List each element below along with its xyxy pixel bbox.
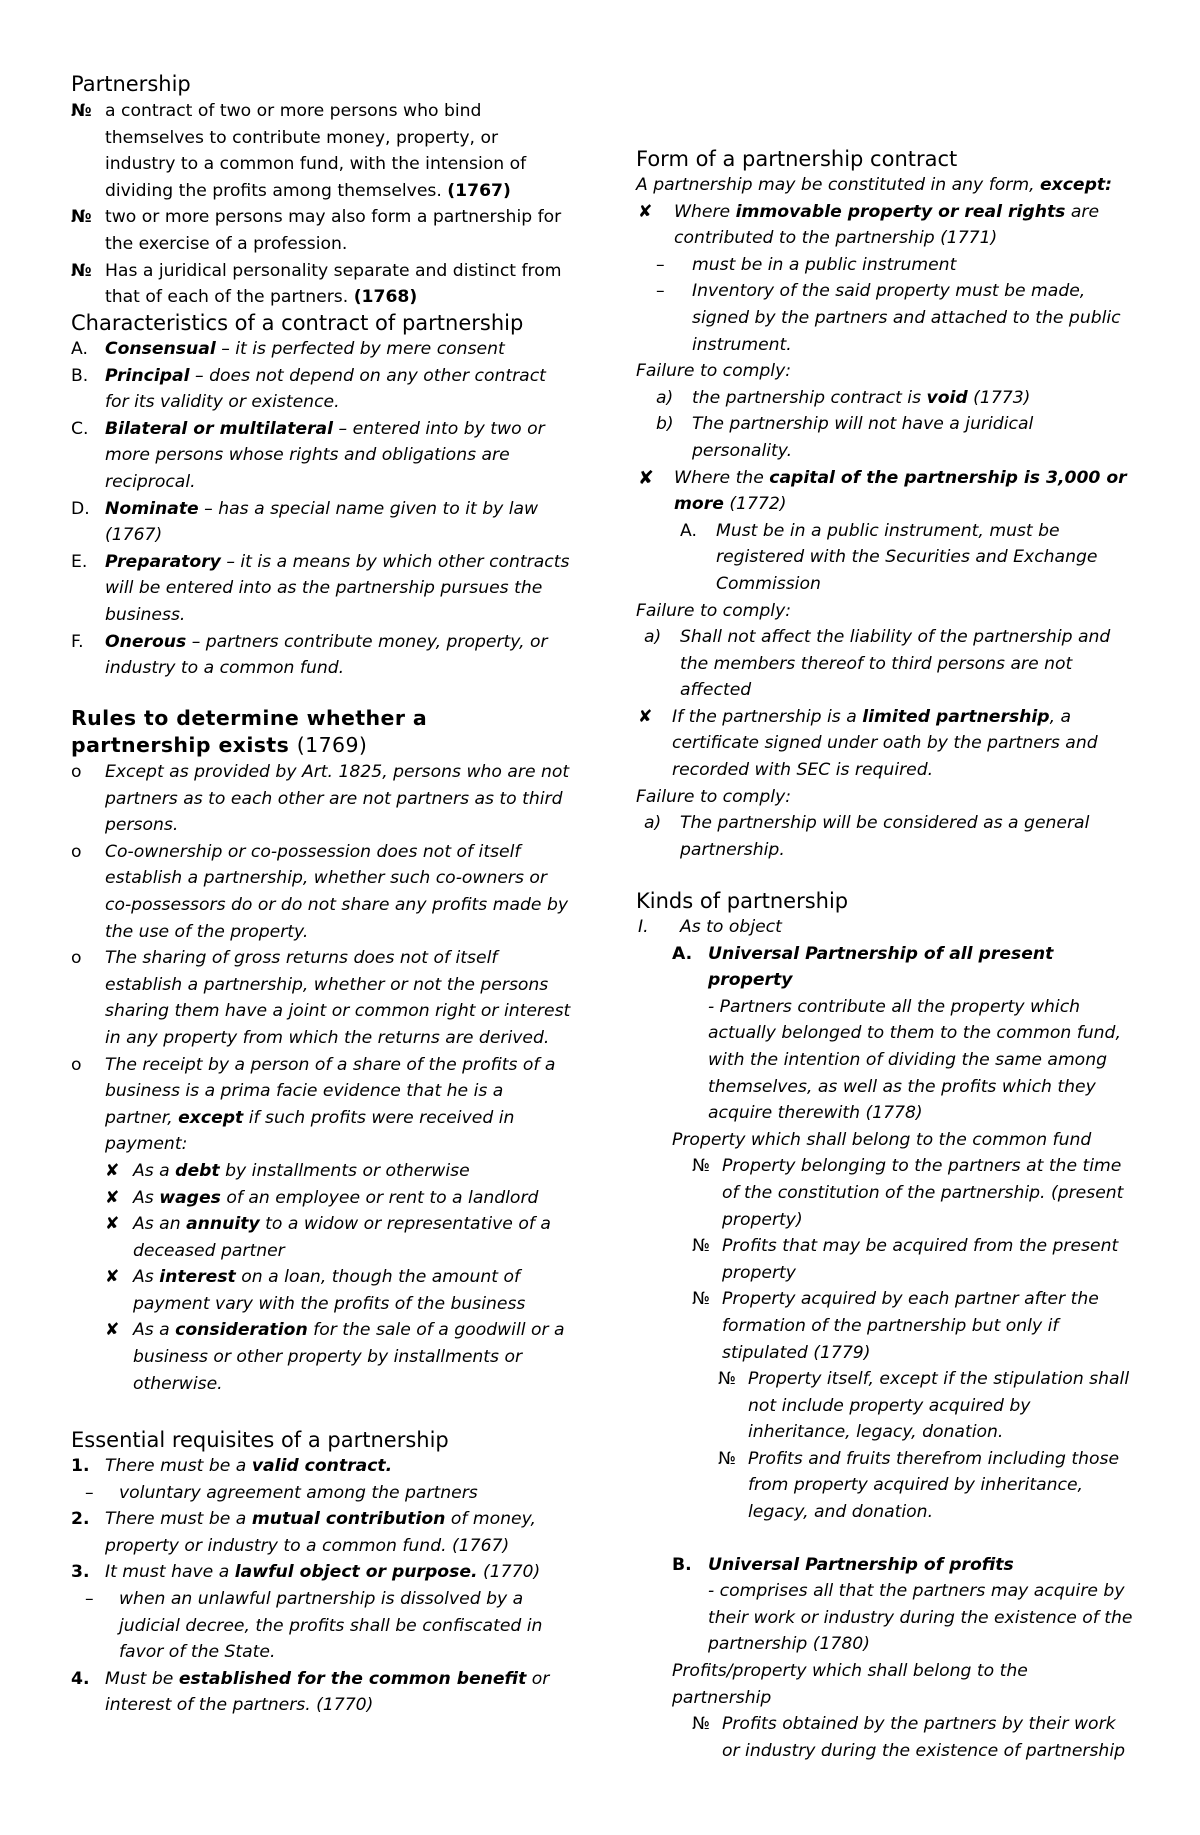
kind-desc: - comprises all that the partners may acquire by their work or industry during the existence of the partnership (1780) <box>708 1581 1133 1655</box>
check-box-icon: № <box>71 207 92 228</box>
list-letter: a) <box>656 387 674 408</box>
immovable-item <box>636 199 1136 252</box>
check-box-icon: № <box>71 260 92 281</box>
sub-text: As a <box>133 1320 176 1341</box>
failure-item <box>636 624 1136 704</box>
list-letter: D. <box>71 498 90 519</box>
fund-list <box>636 1153 1136 1525</box>
list-letter: B. <box>672 1554 692 1575</box>
list-item <box>656 411 1136 464</box>
sub-text: Inventory of the said property must be made, signed by the partners and attached to the public instrument. <box>692 281 1121 355</box>
kind-title: Universal Partnership of all present property <box>708 943 1054 991</box>
fund-label: Property which shall belong to the common fund <box>672 1129 1092 1150</box>
sub-term: interest <box>159 1267 236 1288</box>
rule-text: The sharing of gross returns does not of itself establish a partnership, whether or not the persons sharing them have a joint or common right or interest in any property from which the returns are derived. <box>105 948 571 1048</box>
desc: – entered into by two or more persons whose rights and obligations are reciprocal. <box>105 418 545 492</box>
term: Onerous <box>105 631 187 652</box>
cross-mark-icon: ✘ <box>105 1160 120 1181</box>
failure-label: Failure to comply: <box>636 786 792 807</box>
requisites-list <box>71 1453 571 1719</box>
check-box-icon: № <box>71 101 92 121</box>
list-item <box>692 1286 1136 1525</box>
list-item <box>71 496 571 549</box>
rule-text-tail: if such profits were received in payment: <box>105 1107 515 1155</box>
term: Consensual <box>105 339 216 359</box>
sub-term: debt <box>175 1160 220 1181</box>
receipt-sublist <box>105 1158 571 1397</box>
list-number: 4. <box>71 1668 90 1689</box>
requisite-subitem <box>85 1586 571 1666</box>
circle-bullet-icon: o <box>71 1054 82 1075</box>
list-item <box>71 1666 571 1719</box>
cross-mark-icon: ✘ <box>638 201 653 222</box>
cross-mark-icon: ✘ <box>105 1267 120 1288</box>
cross-mark-icon: ✘ <box>105 1320 120 1341</box>
list-letter: A. <box>680 520 697 541</box>
limited-item <box>636 704 1136 784</box>
req-text: (1770) <box>477 1562 541 1583</box>
list-number: 1. <box>71 1456 90 1476</box>
item-text: Property acquired by each partner after the formation of the partnership but only if stipulated (1779) <box>722 1289 1099 1363</box>
list-item <box>718 1446 1136 1526</box>
rule-text: Except as provided by Art. 1825, persons who are not partners as to each other are not partners as to third persons. <box>105 762 570 836</box>
list-letter: B. <box>71 365 89 386</box>
sub-text: of an employee or rent to a landlord <box>220 1187 539 1208</box>
item-text: Where <box>674 201 736 222</box>
list-letter: C. <box>71 418 89 439</box>
circle-bullet-icon: o <box>71 841 82 862</box>
list-item <box>656 385 1136 412</box>
cross-mark-icon: ✘ <box>638 706 653 727</box>
list-item <box>105 1185 571 1212</box>
req-text: Must be <box>105 1668 179 1689</box>
list-item <box>71 336 571 363</box>
list-item <box>692 1233 1136 1286</box>
item-text: Property itself, except if the stipulation shall not include property acquired by inheritance, legacy, donation. <box>748 1369 1130 1443</box>
list-item <box>71 839 571 945</box>
intro-list <box>71 98 571 311</box>
checkbox-icon: № <box>692 1236 710 1257</box>
item-text: (1773) <box>967 387 1031 408</box>
list-item <box>105 1264 571 1317</box>
failure-item <box>636 810 1136 863</box>
req-term: mutual contribution <box>251 1509 446 1530</box>
sub-text: must be in a public instrument <box>692 254 957 275</box>
list-item <box>71 1052 571 1398</box>
req-term: valid contract. <box>251 1456 393 1476</box>
sub-text: on a loan, though the amount of payment vary with the profits of the business <box>133 1267 526 1314</box>
item-text: (1772) <box>723 494 787 515</box>
list-item <box>71 1453 571 1506</box>
item-text: Profits and fruits therefrom including those from property acquired by inheritance, legacy, and donation. <box>748 1448 1120 1523</box>
desc: – does not depend on any other contract for its validity or existence. <box>105 365 546 413</box>
term: Nominate <box>105 498 199 519</box>
item-text: Must be in a public instrument, must be registered with the Securities and Exchange Commission <box>716 520 1098 594</box>
immovable-sublist <box>636 252 1136 358</box>
sub-text: voluntary agreement among the partners <box>119 1482 478 1503</box>
kinds-heading: Kinds of partnership <box>636 889 849 913</box>
list-number: 3. <box>71 1562 90 1583</box>
desc: – partners contribute money, property, or industry to a common fund. <box>105 631 548 679</box>
sub-term: wages <box>159 1187 221 1208</box>
desc: – it is perfected by mere consent <box>215 339 505 359</box>
list-letter: E. <box>71 551 88 572</box>
item-text: are contributed to the partnership (1771) <box>674 201 1100 249</box>
requisite-subitem <box>85 1480 571 1507</box>
checkbox-icon: № <box>718 1369 736 1390</box>
dash-bullet-icon: – <box>85 1482 94 1503</box>
dash-bullet-icon: – <box>85 1588 94 1609</box>
list-item <box>71 204 571 257</box>
capital-item <box>636 465 1136 518</box>
cross-mark-icon: ✘ <box>105 1187 120 1208</box>
list-item <box>71 258 571 311</box>
term: Bilateral or multilateral <box>105 418 334 439</box>
failure-list <box>636 385 1136 465</box>
list-number: I. <box>638 917 649 937</box>
item-text: Profits obtained by the partners by their work or industry during the existence of partnership <box>722 1714 1126 1761</box>
rules-heading <box>71 705 491 759</box>
list-item <box>71 549 571 629</box>
item-text: The partnership will not have a juridical personality. <box>692 414 1034 461</box>
as-to-object <box>636 914 1136 941</box>
sub-text: to a widow or representative of a deceased partner <box>133 1214 551 1261</box>
checkbox-icon: № <box>692 1714 710 1735</box>
req-text: of money, property or industry to a common fund. (1767) <box>105 1509 536 1556</box>
list-item <box>692 1153 1136 1233</box>
list-letter: A. <box>672 943 693 964</box>
lead-text: A partnership may be constituted in any form, <box>636 175 1040 195</box>
sub-term: consideration <box>175 1320 308 1341</box>
universal-profits <box>636 1552 1136 1658</box>
list-item <box>71 98 571 204</box>
req-term: lawful object or purpose. <box>234 1562 478 1583</box>
kind-title: Universal Partnership of profits <box>708 1554 1014 1575</box>
list-item <box>71 759 571 839</box>
checkbox-icon: № <box>692 1289 710 1310</box>
term: Principal <box>105 365 190 386</box>
item-term: immovable property or real rights <box>735 201 1066 222</box>
req-text: There must be a <box>105 1509 252 1530</box>
failure-label: Failure to comply: <box>636 361 792 382</box>
list-letter: A. <box>71 339 88 359</box>
form-lead <box>636 172 1136 199</box>
list-item <box>71 945 571 1051</box>
req-text: It must have a <box>105 1562 235 1583</box>
rules-heading-text: Rules to determine whether a partnership exists <box>71 706 428 757</box>
page-title: Partnership <box>71 72 191 96</box>
list-item <box>71 363 571 416</box>
sub-text: by installments or otherwise <box>219 1160 470 1181</box>
fund-sublist <box>718 1366 1136 1526</box>
list-item <box>71 416 571 496</box>
capital-subitem <box>636 518 1136 598</box>
failure-label: Failure to comply: <box>636 600 792 621</box>
universal-property <box>636 941 1136 1127</box>
circle-bullet-icon: o <box>71 948 82 969</box>
requisites-heading: Essential requisites of a partnership <box>71 1428 449 1452</box>
sub-text: As a <box>133 1160 176 1181</box>
list-letter: a) <box>644 627 662 648</box>
sub-term: annuity <box>186 1214 260 1235</box>
sub-text: for the sale of a goodwill or a business or other property by installments or otherwise. <box>133 1320 565 1394</box>
req-term: established for the common benefit <box>178 1668 527 1689</box>
item-term: capital of the partnership is 3,000 or more <box>674 467 1127 515</box>
circle-bullet-icon: o <box>71 762 82 782</box>
profits-label: Profits/property which shall belong to the partnership <box>672 1661 1028 1708</box>
list-letter: b) <box>656 414 674 435</box>
list-number: 2. <box>71 1509 90 1530</box>
list-item <box>105 1158 571 1185</box>
list-item <box>718 1366 1136 1446</box>
sub-text: As <box>133 1187 160 1208</box>
intro-text: Has a juridical personality separate and distinct from that of each of the partners. <box>105 260 562 308</box>
list-item <box>105 1317 571 1397</box>
item-text: Shall not affect the liability of the partnership and the members thereof to third persons are not affected <box>680 627 1111 701</box>
list-item <box>71 629 571 682</box>
intro-text: two or more persons may also form a partnership for the exercise of a profession. <box>105 207 562 254</box>
dash-bullet-icon: – <box>656 281 665 302</box>
rule-text: The receipt by a person of a share of the profits of a business is a prima facie evidence that he is a partner, <box>105 1054 556 1128</box>
list-letter: a) <box>644 813 662 834</box>
intro-ref: (1768) <box>353 287 418 308</box>
item-text: As to object <box>680 917 782 937</box>
sub-text: As <box>133 1267 160 1288</box>
list-letter: F. <box>71 631 84 652</box>
item-text: The partnership will be considered as a general partnership. <box>680 813 1090 860</box>
item-text: Profits that may be acquired from the present property <box>722 1236 1119 1283</box>
rules-list <box>71 759 571 1397</box>
rules-heading-ref: (1769) <box>296 733 368 757</box>
intro-text: a contract of two or more persons who bind themselves to contribute money, property, or industry to a common fund, with the intension of dividing the profits among themselves. <box>105 101 527 201</box>
item-text: the partnership contract is <box>692 387 927 408</box>
item-term: limited partnership <box>862 706 1050 727</box>
list-item <box>656 252 1136 279</box>
desc: – it is a means by which other contracts will be entered into as the partnership pursues the business. <box>105 551 570 625</box>
characteristics-heading: Characteristics of a contract of partnership <box>71 311 524 335</box>
dash-bullet-icon: – <box>656 254 665 275</box>
cross-mark-icon: ✘ <box>105 1214 120 1235</box>
profits-list <box>636 1711 1136 1764</box>
item-term: void <box>926 387 968 408</box>
term: Preparatory <box>105 551 221 572</box>
lead-except: except: <box>1040 175 1112 195</box>
list-item <box>71 1506 571 1559</box>
sub-text: As an <box>133 1214 187 1235</box>
item-text: If the partnership is a <box>672 706 863 727</box>
item-text: , a certificate signed under oath by the partners and recorded with SEC is required. <box>672 706 1098 781</box>
kinds-section <box>636 914 1136 1764</box>
item-text: Property belonging to the partners at the time of the constitution of the partnership. (present property) <box>722 1156 1124 1230</box>
form-heading: Form of a partnership contract <box>636 147 958 171</box>
list-item <box>71 1559 571 1665</box>
req-text: There must be a <box>105 1456 252 1476</box>
kind-desc: - Partners contribute all the property which actually belonged to them to the common fund, with the intention of dividing the same among themselves, as well as the profits which they acquire therewith (1778) <box>708 996 1121 1124</box>
checkbox-icon: № <box>692 1156 710 1177</box>
req-text: or interest of the partners. (1770) <box>105 1668 550 1716</box>
desc: – has a special name given to it by law (1767) <box>105 498 539 546</box>
list-item <box>692 1711 1136 1764</box>
characteristics-list <box>71 336 571 682</box>
form-section <box>636 172 1136 863</box>
cross-mark-icon: ✘ <box>638 466 654 489</box>
item-text: Where the <box>674 467 770 488</box>
intro-ref: (1767) <box>447 180 511 201</box>
sub-text: when an unlawful partnership is dissolved by a judicial decree, the profits shall be confiscated in favor of the State. <box>119 1588 543 1663</box>
list-item <box>105 1211 571 1264</box>
checkbox-icon: № <box>718 1448 736 1469</box>
except-word: except <box>178 1107 244 1128</box>
rule-text: Co-ownership or co-possession does not of itself establish a partnership, whether such co-owners or co-possessors do or do not share any profits made by the use of the property. <box>105 841 569 942</box>
list-item <box>656 278 1136 358</box>
